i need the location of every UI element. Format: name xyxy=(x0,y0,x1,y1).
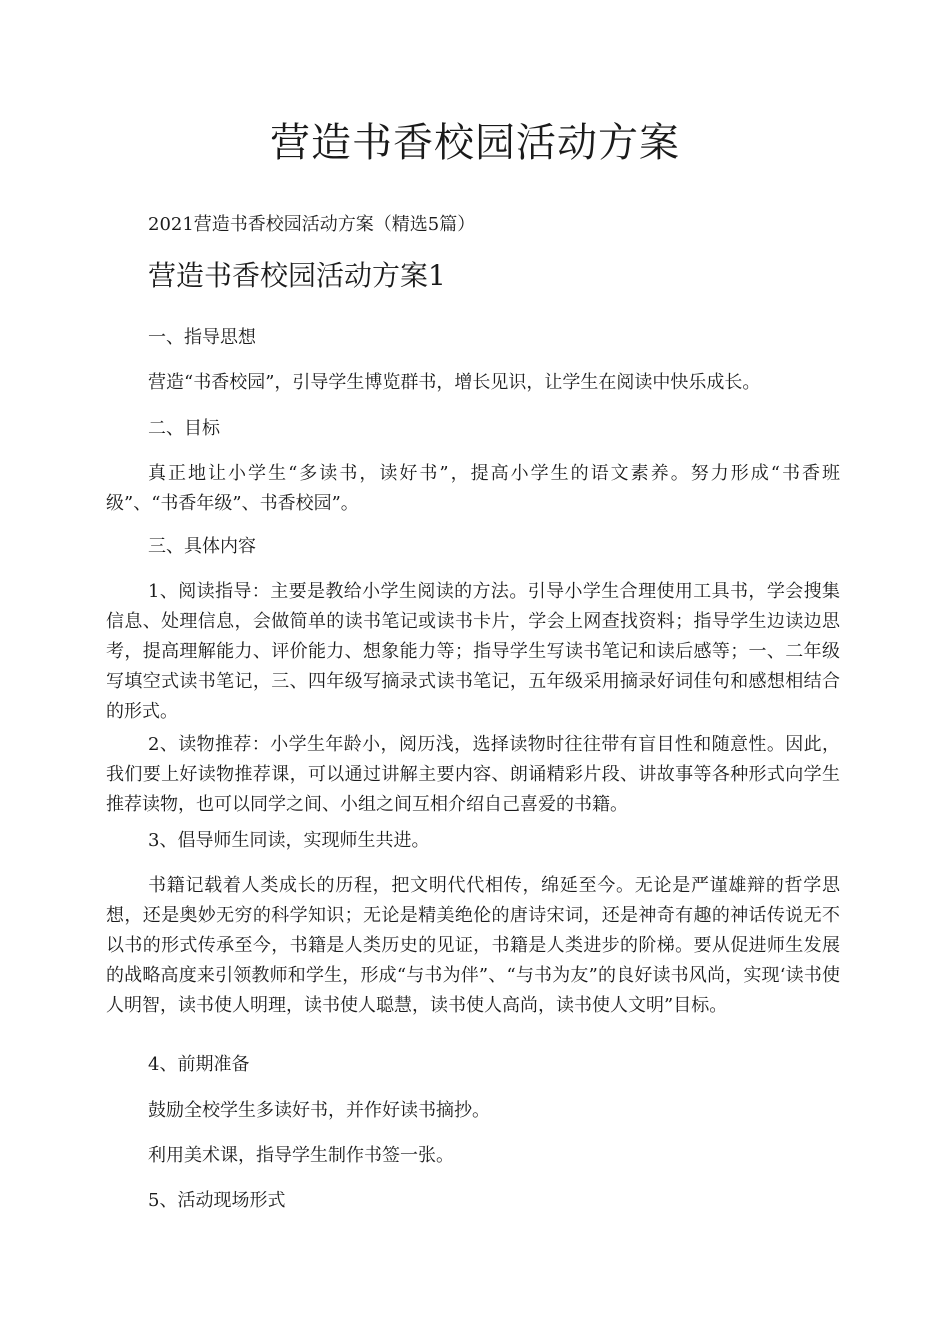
paragraph: 真正地让小学生“多读书，读好书”，提高小学生的语文素养。努力形成“书香班级”、“书香年级”、书香校园”。 xyxy=(106,463,840,514)
heading-goals: 二、目标 xyxy=(148,418,220,439)
paragraph: 鼓励全校学生多读好书，并作好读书摘抄。 xyxy=(148,1100,490,1121)
paragraph: 利用美术课，指导学生制作书签一张。 xyxy=(148,1145,454,1166)
document-subtitle: 2021营造书香校园活动方案（精选5篇） xyxy=(148,214,476,235)
paragraph: 1、阅读指导：主要是教给小学生阅读的方法。引导小学生合理使用工具书，学会搜集信息、处理信息，会做简单的读书笔记或读书卡片，学会上网查找资料；指导学生边读边思考，提高理解能力、评价能力、想象能力等；指导学生写读书笔记和读后感等；一、二年级写填空式读书笔记，三、四年级写摘录式读书笔记，五年级采用摘录好词佳句和感想相结合的形式。 xyxy=(106,581,840,722)
paragraph: 营造“书香校园”，引导学生博览群书，增长见识，让学生在阅读中快乐成长。 xyxy=(148,372,761,393)
paragraph: 书籍记载着人类成长的历程，把文明代代相传，绵延至今。无论是严谨雄辩的哲学思想，还是奥妙无穷的科学知识；无论是精美绝伦的唐诗宋词，还是神奇有趣的神话传说无不以书的形式传承至今，书籍是人类历史的见证，书籍是人类进步的阶梯。要从促进师生发展的战略高度来引领教师和学生，形成“与书为伴”、“与书为友”的良好读书风尚，实现‘读书使人明智，读书使人明理，读书使人聪慧，读书使人高尚，读书使人文明”目标。 xyxy=(106,875,840,1016)
heading-guiding-ideology: 一、指导思想 xyxy=(148,327,256,348)
heading-item-3: 3、倡导师生同读，实现师生共进。 xyxy=(148,830,430,851)
section-title: 营造书香校园活动方案1 xyxy=(148,259,446,292)
heading-activity-format: 5、活动现场形式 xyxy=(148,1190,286,1211)
document-title: 营造书香校园活动方案 xyxy=(270,120,680,166)
heading-specific-content: 三、具体内容 xyxy=(148,536,256,557)
paragraph: 2、读物推荐：小学生年龄小，阅历浅，选择读物时往往带有盲目性和随意性。因此，我们要上好读物推荐课，可以通过讲解主要内容、朗诵精彩片段、讲故事等各种形式向学生推荐读物，也可以同学之间、小组之间互相介绍自己喜爱的书籍。 xyxy=(106,734,840,815)
heading-preparation: 4、前期准备 xyxy=(148,1054,250,1075)
